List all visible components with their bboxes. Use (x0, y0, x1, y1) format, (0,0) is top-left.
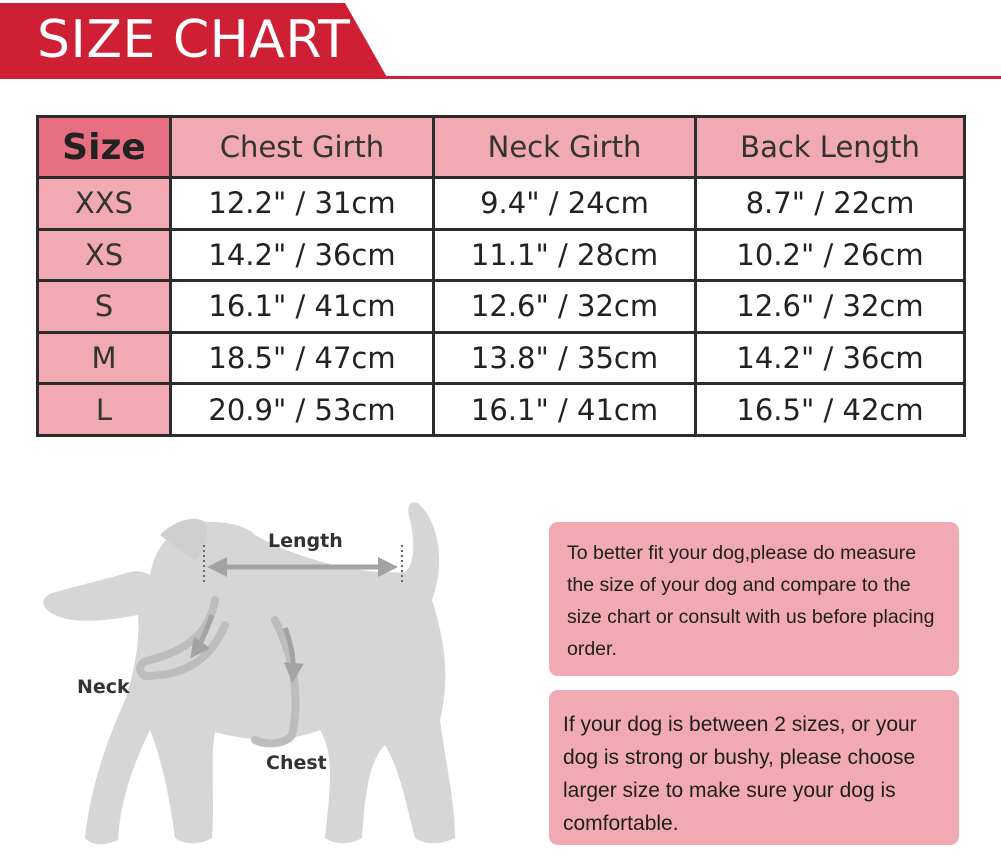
size-cell: S (38, 281, 171, 333)
table-row (38, 229, 965, 281)
column-header-size: Size (38, 117, 171, 178)
chest-girth-cell: 18.5" / 47cm (171, 332, 434, 384)
table-row (38, 281, 965, 333)
length-label: Length (268, 530, 343, 552)
size-cell: XXS (38, 178, 171, 230)
size-cell: L (38, 384, 171, 436)
table-row (38, 384, 965, 436)
measure-advice-note: To better fit your dog,please do measure the size of your dog and compare to the size chart or consult with us before placing order. (549, 522, 959, 676)
size-cell: XS (38, 229, 171, 281)
neck-label: Neck (77, 676, 130, 698)
page-title: SIZE CHART (37, 10, 351, 70)
back-length-cell: 8.7" / 22cm (696, 178, 965, 230)
table-row (38, 178, 965, 230)
back-length-cell: 16.5" / 42cm (696, 384, 965, 436)
chest-girth-cell: 14.2" / 36cm (171, 229, 434, 281)
neck-girth-cell: 13.8" / 35cm (434, 332, 696, 384)
column-header-back-length: Back Length (696, 117, 965, 178)
table-row (38, 332, 965, 384)
back-length-cell: 14.2" / 36cm (696, 332, 965, 384)
header-rule (380, 76, 1001, 79)
dog-silhouette (43, 502, 455, 844)
back-length-cell: 10.2" / 26cm (696, 229, 965, 281)
chest-girth-cell: 16.1" / 41cm (171, 281, 434, 333)
size-cell: M (38, 332, 171, 384)
column-header-neck-girth: Neck Girth (434, 117, 696, 178)
size-table (36, 115, 966, 437)
neck-girth-cell: 16.1" / 41cm (434, 384, 696, 436)
back-length-cell: 12.6" / 32cm (696, 281, 965, 333)
table-header-row (38, 117, 965, 178)
chest-girth-cell: 12.2" / 31cm (171, 178, 434, 230)
chest-girth-cell: 20.9" / 53cm (171, 384, 434, 436)
chest-label: Chest (266, 752, 327, 774)
column-header-chest-girth: Chest Girth (171, 117, 434, 178)
neck-girth-cell: 12.6" / 32cm (434, 281, 696, 333)
neck-girth-cell: 9.4" / 24cm (434, 178, 696, 230)
neck-girth-cell: 11.1" / 28cm (434, 229, 696, 281)
sizing-advice-note: If your dog is between 2 sizes, or your dog is strong or bushy, please choose larger size to make sure your dog is comfortable. (549, 690, 959, 845)
